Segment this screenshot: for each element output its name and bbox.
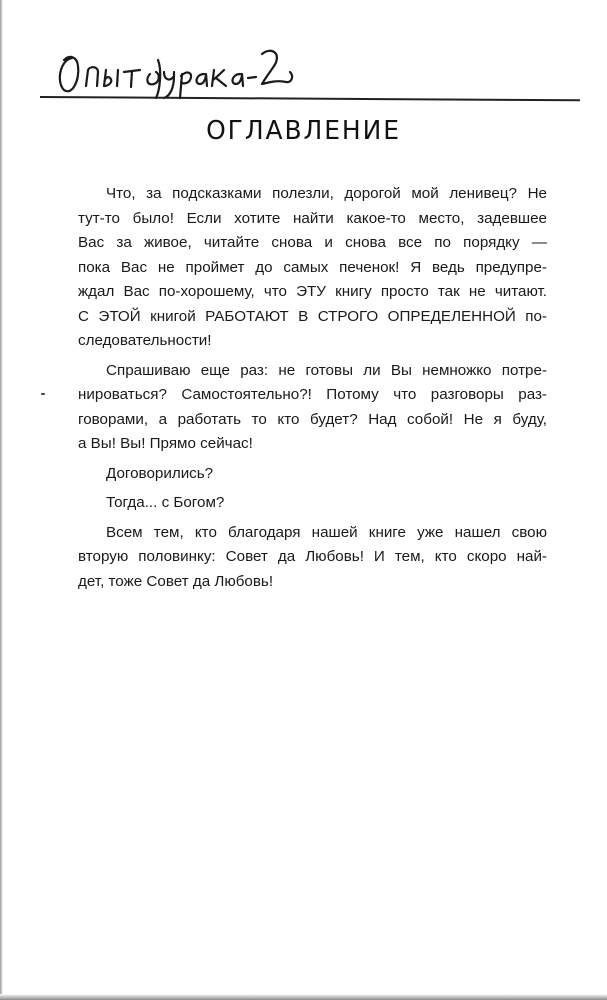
section-title: ОГЛАВЛЕНИЕ xyxy=(206,116,401,146)
paragraph-4 xyxy=(50,491,547,516)
paragraph-5 xyxy=(50,521,547,595)
text-line: Что, за подсказками полезли, дорогой мой ленивец? Не xyxy=(106,185,547,202)
header-rule-line xyxy=(40,96,580,101)
handwritten-title-drawing xyxy=(50,40,310,96)
page-bottom-edge-shadow xyxy=(0,994,607,1000)
text-line: следовательности! xyxy=(78,332,212,349)
text-line: нироваться? Самостоятельно?! Потому что разговоры раз- xyxy=(78,386,547,403)
text-line: Вас за живое, читайте снова и снова все по порядку — xyxy=(78,234,547,251)
text-line: Всем тем, кто благодаря нашей книге уже нашел свою xyxy=(106,523,547,541)
text-line: ждал Вас по-хорошему, что ЭТУ книгу просто так не читают. xyxy=(78,283,547,300)
paragraph-1 xyxy=(50,182,547,354)
text-line: вторую половинку: Совет да Любовь! И тем, кто скоро най- xyxy=(78,548,547,565)
text-line: говорами, а работать то кто будет? Над собой! Не я буду, xyxy=(78,410,547,428)
paragraph-3 xyxy=(50,462,547,487)
text-line: С ЭТОЙ книгой РАБОТАЮТ В СТРОГО ОПРЕДЕЛЕННОЙ по- xyxy=(78,307,547,325)
text-line: тут-то было! Если хотите найти какое-то место, задевшее xyxy=(78,209,547,227)
text-line: пока Вас не проймет до самых печенок! Я ведь предупре- xyxy=(78,258,547,276)
handwritten-running-title xyxy=(50,40,310,96)
text-line: Тогда... с Богом? xyxy=(106,494,225,511)
text-line: а Вы! Вы! Прямо сейчас! xyxy=(78,435,253,452)
print-speck xyxy=(41,393,45,395)
paragraph-2 xyxy=(50,359,547,457)
page-left-edge-shadow xyxy=(0,0,3,1000)
body-text xyxy=(50,182,547,599)
text-line: Договорились? xyxy=(106,464,214,482)
text-line: дет, тоже Совет да Любовь! xyxy=(78,572,274,590)
text-line: Спрашиваю еще раз: не готовы ли Вы немножко потре- xyxy=(106,361,547,379)
